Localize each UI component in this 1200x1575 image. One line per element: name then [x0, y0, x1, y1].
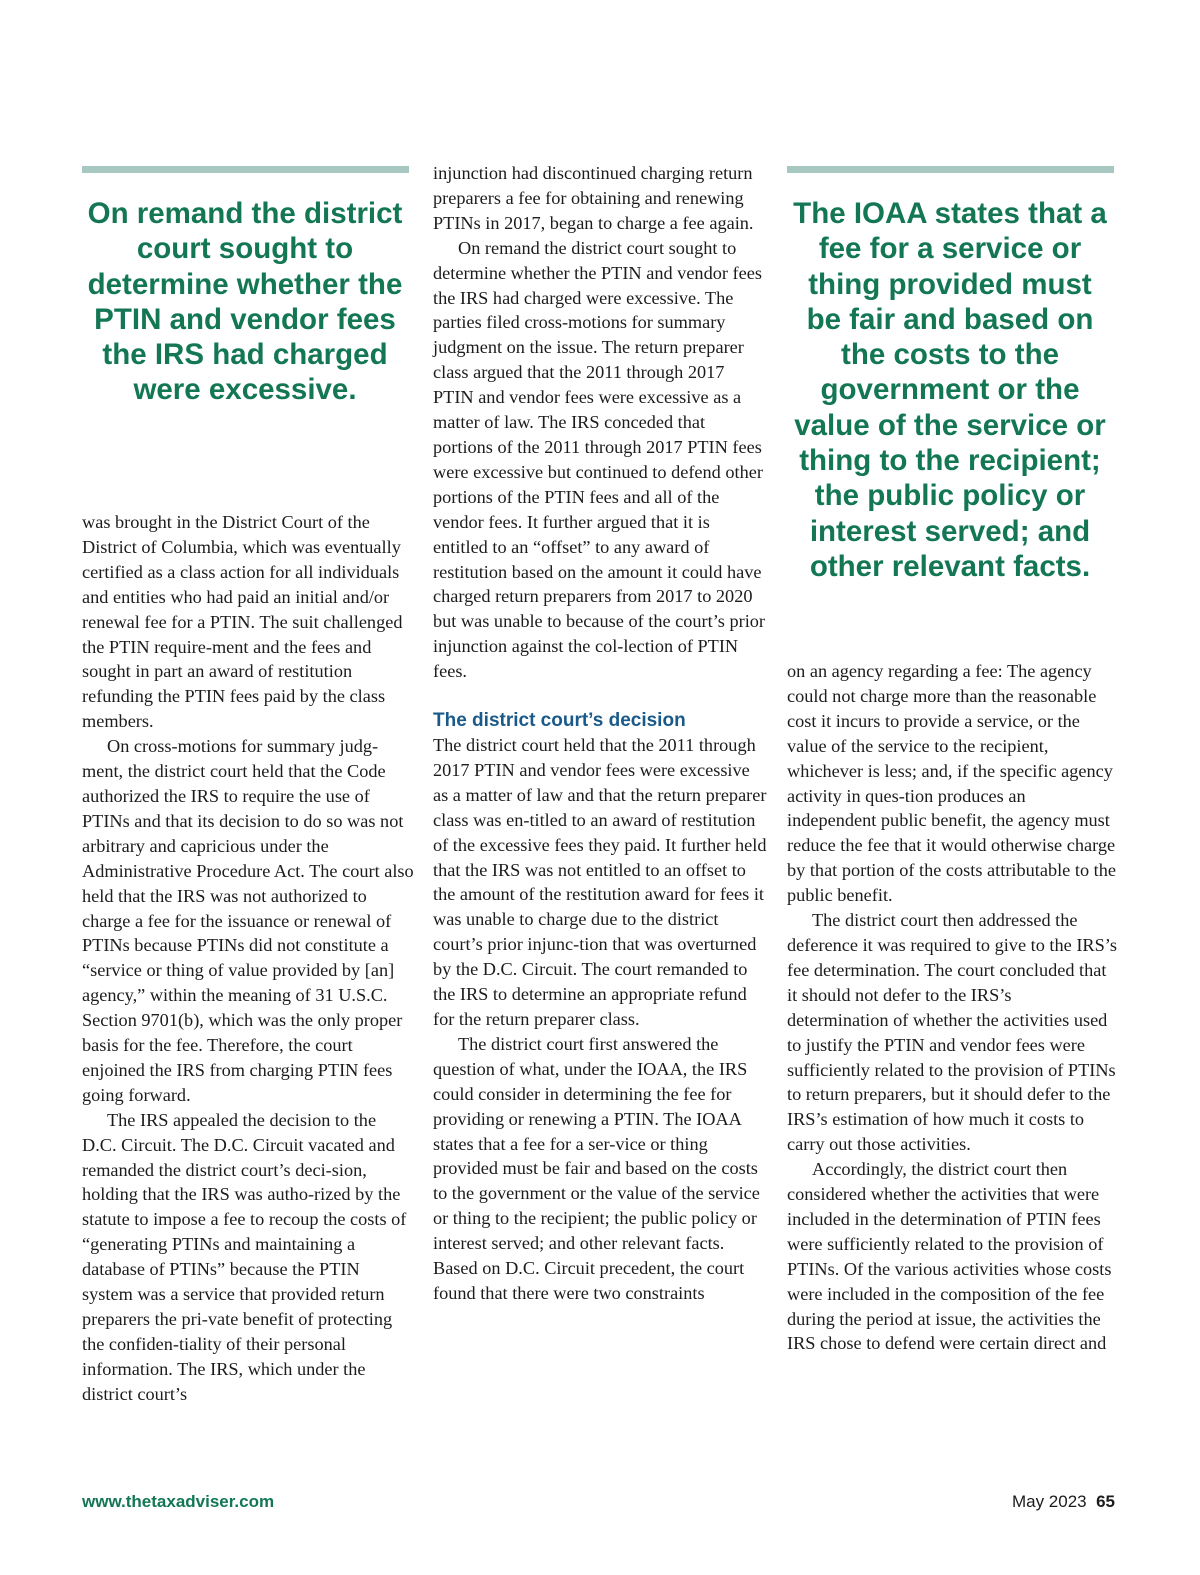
paragraph: The district court first answered the question of what, under the IOAA, the IRS could consider in determining the fee for providing or renewing a PTIN. The IOAA states that a fee for a ser-vice or thing provided must be fair and based on the costs to the government or the value of the service or thing to the recipient; the public policy or interest served; and other relevant facts. Based on D.C. Circuit precedent, the court found that there were two constraints	[433, 1033, 760, 1303]
footer-website-link[interactable]: www.thetaxadviser.com	[82, 1492, 275, 1511]
column-1	[82, 510, 414, 1407]
column-2	[433, 161, 768, 1306]
footer-issue-info	[1012, 1492, 1115, 1512]
paragraph: The district court then addressed the deference it was required to give to the IRS’s fee determination. The court concluded that it should not defer to the IRS’s determination of whether the activities used to justify the PTIN and vendor fees were sufficiently related to the provision of PTINs to return preparers, but it should defer to the IRS’s estimation of how much it costs to carry out those activities.	[787, 910, 1117, 1155]
paragraph: injunction had discontinued charging return preparers a fee for obtaining and renewing PTINs in 2017, began to charge a fee again.	[433, 163, 754, 233]
paragraph: On cross-motions for summary judg-ment, the district court held that the Code authorized the IRS to require the use of PTINs and that its decision to do so was not arbitrary and capricious under the Administrative Procedure Act. The court also held that the IRS was not authorized to charge a fee for the issuance or renewal of PTINs because PTINs did not constitute a “service or thing of value provided by [an] agency,” within the meaning of 31 U.S.C. Section 9701(b), which was the only proper basis for the fee. Therefore, the court enjoined the IRS from charging PTIN fees going forward.	[82, 736, 414, 1105]
paragraph: The district court held that the 2011 through 2017 PTIN and vendor fees were excessive as a matter of law and that the return preparer class was en-titled to an award of restitution of the excessive fees they paid. It further held that the IRS was not entitled to an offset to the amount of the restitution award for fees it was unable to charge due to the district court’s prior injunc-tion that was overturned by the D.C. Circuit. The court remanded to the IRS to determine an appropriate refund for the return preparer class.	[433, 735, 767, 1029]
paragraph: was brought in the District Court of the District of Columbia, which was eventually certified as a class action for all individuals and entities who had paid an initial and/or renewal fee for a PTIN. The suit challenged the PTIN require-ment and the fees and sought in part an award of restitution refunding the PTIN fees paid by the class members.	[82, 512, 403, 732]
pullquote-right: The IOAA states that a fee for a service or thing provided must be fair and based on the costs to the government or the value of the service or thing to the recipient; the public policy or interest served; and other relevant facts.	[793, 197, 1107, 583]
page-number: 65	[1096, 1492, 1115, 1511]
pullquote-left: On remand the district court sought to determine whether the PTIN and vendor fees the IRS had charged were excessive.	[87, 197, 403, 407]
pullquote-left-rule	[82, 166, 409, 173]
section-heading: The district court’s decision	[433, 710, 686, 732]
paragraph: On remand the district court sought to determine whether the PTIN and vendor fees the IRS had charged were excessive. The parties filed cross-motions for summary judgment on the issue. The return preparer class argued that the 2011 through 2017 PTIN and vendor fees were excessive as a matter of law. The IRS conceded that portions of the 2011 through 2017 PTIN fees were excessive but continued to defend other portions of the PTIN fees and all of the vendor fees. It further argued that it is entitled to an “offset” to any award of restitution based on the amount it could have charged return preparers from 2017 to 2020 but was unable to because of the court’s prior injunction against the col-lection of PTIN fees.	[433, 237, 766, 682]
pullquote-right-rule	[787, 166, 1114, 173]
paragraph: on an agency regarding a fee: The agency could not charge more than the reasonable cost it incurs to provide a service, or the value of the service to the recipient, whichever is less; and, if the specific agency activity in ques-tion produces an independent public benefit, the agency must reduce the fee that it would otherwise charge by that portion of the costs attributable to the public benefit.	[787, 661, 1116, 906]
paragraph: Accordingly, the district court then considered whether the activities that were included in the determination of PTIN fees were sufficiently related to the provision of PTINs. Of the various activities whose costs were included in the composition of the fee during the period at issue, the activities the IRS chose to defend were certain direct and	[787, 1159, 1112, 1354]
column-3	[787, 659, 1117, 1356]
paragraph: The IRS appealed the decision to the D.C. Circuit. The D.C. Circuit vacated and remanded the district court’s deci-sion, holding that the IRS was autho-rized by the statute to impose a fee to recoup the costs of “generating PTINs and maintaining a database of PTINs” because the PTIN system was a service that provided return preparers the pri-vate benefit of protecting the confiden-tiality of their personal information. The IRS, which under the district court’s	[82, 1109, 407, 1404]
footer-date: May 2023	[1011, 1492, 1087, 1511]
